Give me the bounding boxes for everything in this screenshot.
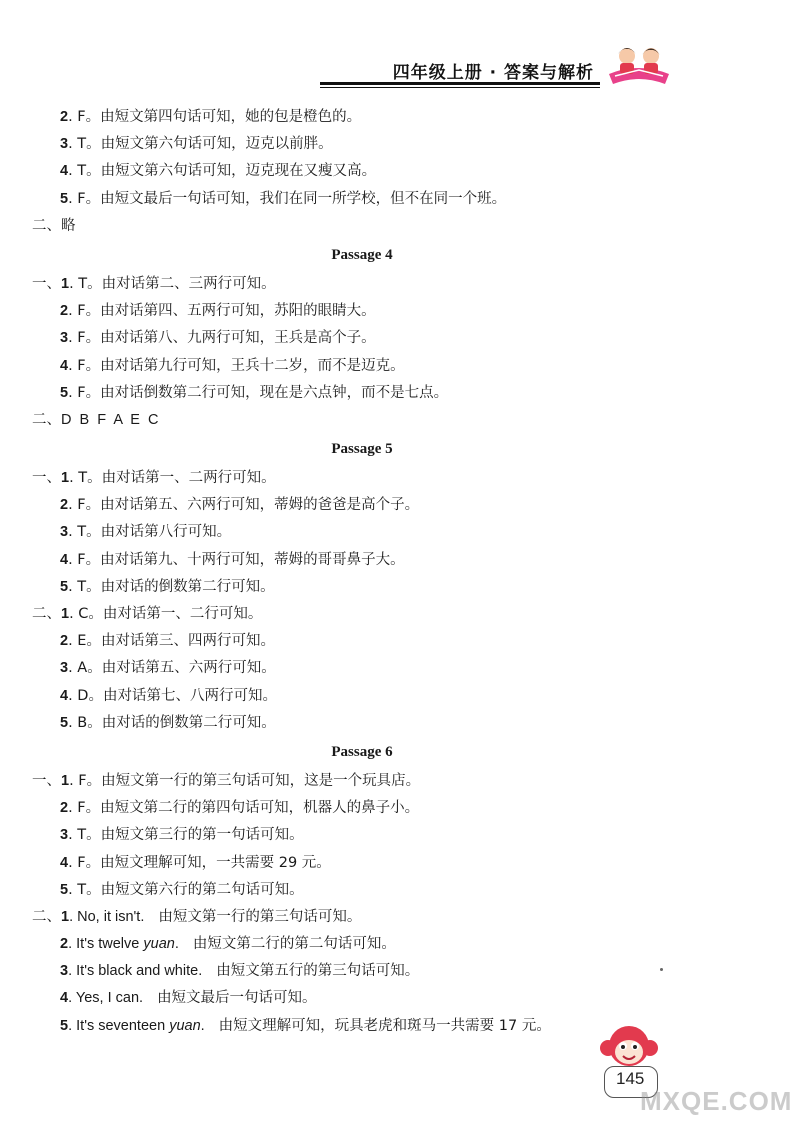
passage-title: Passage 5 <box>331 441 393 458</box>
answer-line: 2. E。由对话第三、四两行可知。 <box>60 633 275 650</box>
section-omitted: 二、略 <box>32 217 76 234</box>
answer-line: 5. F。由短文最后一句话可知，我们在同一所学校，但不在同一个班。 <box>60 190 507 207</box>
watermark: MXQE.COM <box>640 1086 792 1116</box>
answer-line: 二、D B F A E C <box>32 411 159 428</box>
header-rule <box>320 82 600 85</box>
answer-line: 3. F。由对话第八、九两行可知，王兵是高个子。 <box>60 330 376 347</box>
answer-line: 4. Yes, I can. 由短文最后一句话可知。 <box>60 990 317 1007</box>
answer-line: 4. F。由对话第九、十两行可知，蒂姆的哥哥鼻子大。 <box>60 551 405 568</box>
answer-line: 4. F。由短文理解可知，一共需要 29 元。 <box>60 854 331 871</box>
answer-line: 3. T。由对话第八行可知。 <box>60 524 232 541</box>
answer-line: 2. F。由对话第四、五两行可知，苏阳的眼睛大。 <box>60 303 376 320</box>
answer-line: 2. F。由短文第二行的第四句话可知，机器人的鼻子小。 <box>60 800 420 817</box>
answer-line: 5. T。由短文第六行的第二句话可知。 <box>60 881 304 898</box>
answer-content <box>32 104 692 1040</box>
answer-line: 5. B。由对话的倒数第二行可知。 <box>60 714 276 731</box>
answer-line: 5. T。由对话的倒数第二行可知。 <box>60 578 275 595</box>
answer-line: 一、1. T。由对话第二、三两行可知。 <box>32 275 276 292</box>
answer-line: 二、1. No, it isn't. 由短文第一行的第三句话可知。 <box>32 908 362 925</box>
answer-line: 3. T。由短文第六句话可知，迈克以前胖。 <box>60 136 333 153</box>
page-number: 145 <box>616 1069 645 1088</box>
passage-title: Passage 4 <box>331 246 393 263</box>
answer-line: 二、1. C。由对话第一、二行可知。 <box>32 606 263 622</box>
answer-line: 4. F。由对话第九行可知，王兵十二岁，而不是迈克。 <box>60 357 405 374</box>
answer-line: 3. T。由短文第三行的第一句话可知。 <box>60 827 304 844</box>
reading-kids-icon <box>603 40 675 88</box>
answer-line: 2. F。由对话第五、六两行可知，蒂姆的爸爸是高个子。 <box>60 497 420 514</box>
answer-line: 一、1. F。由短文第一行的第三句话可知，这是一个玩具店。 <box>32 772 421 789</box>
answer-line: 2. It's twelve yuan. 由短文第二行的第二句话可知。 <box>60 936 396 953</box>
answer-line: 4. D。由对话第七、八两行可知。 <box>60 687 277 704</box>
answer-line: 3. It's black and white. 由短文第五行的第三句话可知。 <box>60 963 420 980</box>
page-header <box>320 48 600 88</box>
header-title: 四年级上册 · 答案与解析 <box>392 63 594 83</box>
answer-line: 3. A。由对话第五、六两行可知。 <box>60 660 276 677</box>
answer-line: 2. F。由短文第四句话可知，她的包是橙色的。 <box>60 109 362 125</box>
passage-title: Passage 6 <box>331 743 393 760</box>
answer-line: 5. It's seventeen yuan. 由短文理解可知，玩具老虎和斑马一共需要 17 元。 <box>60 1017 551 1034</box>
answer-line: 一、1. T。由对话第一、二两行可知。 <box>32 470 276 487</box>
answer-line: 5. F。由对话倒数第二行可知，现在是六点钟，而不是七点。 <box>60 384 449 401</box>
answer-line: 4. T。由短文第六句话可知，迈克现在又瘦又高。 <box>60 163 377 180</box>
stray-dot <box>660 968 663 971</box>
header-rule-thin <box>320 87 600 88</box>
